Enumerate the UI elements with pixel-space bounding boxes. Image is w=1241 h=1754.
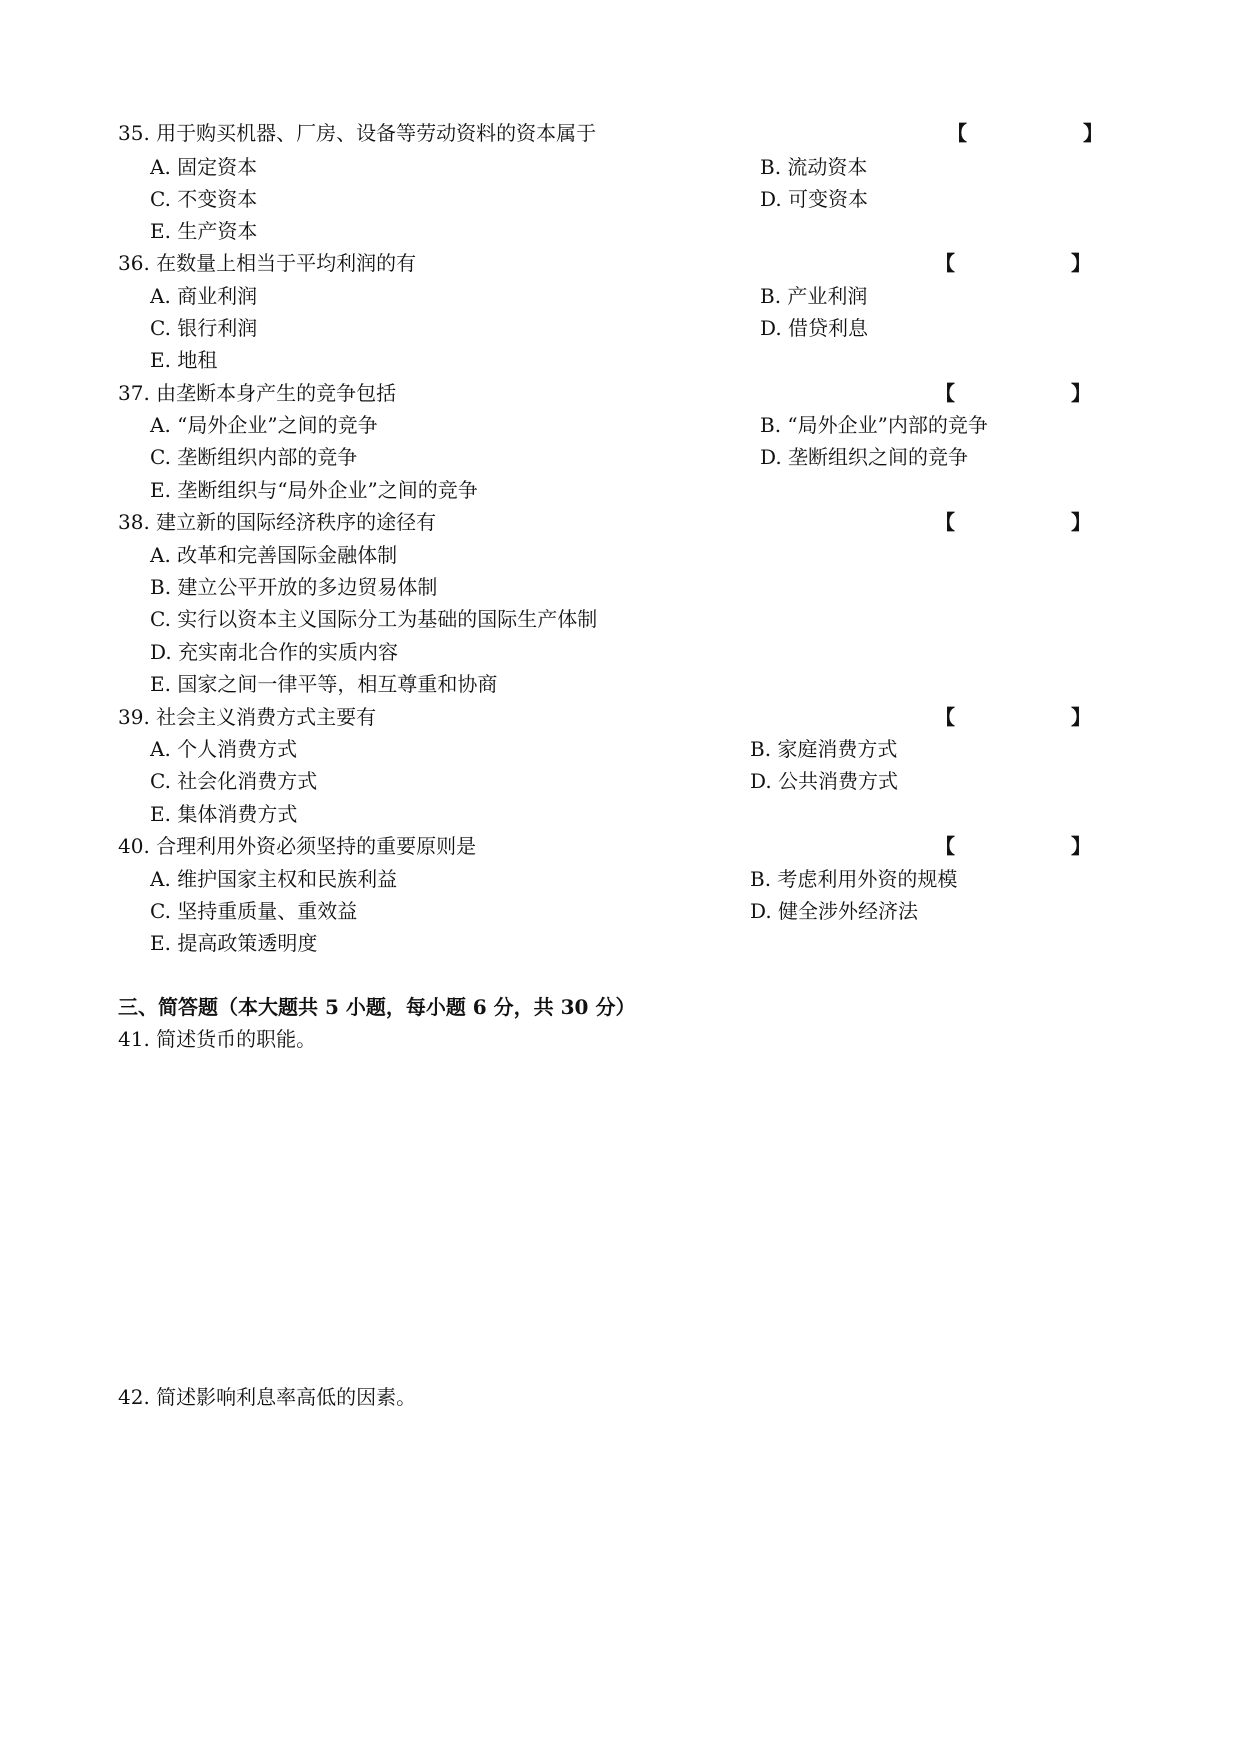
q37-option-c: C. 垄断组织内部的竞争: [150, 445, 358, 469]
question-42-stem: 42. 简述影响利息率高低的因素。: [118, 1385, 417, 1409]
q40-option-e: E. 提高政策透明度: [150, 931, 318, 955]
q35-option-a: A. 固定资本: [150, 155, 258, 179]
q38-option-c: C. 实行以资本主义国际分工为基础的国际生产体制: [150, 607, 598, 631]
section-heading: 三、简答题（本大题共 5 小题，每小题 6 分，共 30 分）: [118, 995, 636, 1019]
q38-option-e: E. 国家之间一律平等，相互尊重和协商: [150, 672, 498, 696]
q36-option-d: D. 借贷利息: [760, 316, 869, 340]
q39-option-c: C. 社会化消费方式: [150, 769, 318, 793]
q35-option-c: C. 不变资本: [150, 187, 258, 211]
answer-bracket-open: 【: [935, 381, 955, 405]
answer-bracket-open: 【: [935, 510, 955, 534]
question-36-stem: 36. 在数量上相当于平均利润的有: [118, 251, 417, 275]
q38-option-d: D. 充实南北合作的实质内容: [150, 640, 399, 664]
q39-option-a: A. 个人消费方式: [150, 737, 298, 761]
answer-bracket-open: 【: [935, 251, 955, 275]
q36-option-a: A. 商业利润: [150, 284, 258, 308]
q36-option-c: C. 银行利润: [150, 316, 258, 340]
question-37-stem: 37. 由垄断本身产生的竞争包括: [118, 381, 397, 405]
q35-option-e: E. 生产资本: [150, 219, 258, 243]
q38-option-a: A. 改革和完善国际金融体制: [150, 543, 398, 567]
q40-option-c: C. 坚持重质量、重效益: [150, 899, 358, 923]
q37-option-a: A. “局外企业”之间的竞争: [150, 413, 378, 437]
question-35-stem: 35. 用于购买机器、厂房、设备等劳动资料的资本属于: [118, 121, 597, 145]
q36-option-b: B. 产业利润: [760, 284, 868, 308]
answer-bracket-open: 【: [947, 121, 967, 145]
q37-option-d: D. 垄断组织之间的竞争: [760, 445, 969, 469]
q39-option-b: B. 家庭消费方式: [750, 737, 898, 761]
q40-option-b: B. 考虑利用外资的规模: [750, 867, 958, 891]
q40-option-d: D. 健全涉外经济法: [750, 899, 919, 923]
q38-option-b: B. 建立公平开放的多边贸易体制: [150, 575, 438, 599]
answer-bracket-close: 】: [1071, 381, 1091, 405]
answer-bracket-close: 】: [1071, 251, 1091, 275]
answer-bracket-close: 】: [1071, 510, 1091, 534]
answer-bracket-open: 【: [935, 705, 955, 729]
answer-bracket-close: 】: [1071, 705, 1091, 729]
answer-bracket-close: 】: [1083, 121, 1103, 145]
question-38-stem: 38. 建立新的国际经济秩序的途径有: [118, 510, 437, 534]
q40-option-a: A. 维护国家主权和民族利益: [150, 867, 398, 891]
answer-bracket-close: 】: [1071, 834, 1091, 858]
q39-option-d: D. 公共消费方式: [750, 769, 899, 793]
q37-option-e: E. 垄断组织与“局外企业”之间的竞争: [150, 478, 478, 502]
q37-option-b: B. “局外企业”内部的竞争: [760, 413, 988, 437]
question-41-stem: 41. 简述货币的职能。: [118, 1027, 317, 1051]
answer-bracket-open: 【: [935, 834, 955, 858]
question-39-stem: 39. 社会主义消费方式主要有: [118, 705, 377, 729]
q35-option-b: B. 流动资本: [760, 155, 868, 179]
question-40-stem: 40. 合理利用外资必须坚持的重要原则是: [118, 834, 477, 858]
q39-option-e: E. 集体消费方式: [150, 802, 298, 826]
q36-option-e: E. 地租: [150, 348, 218, 372]
q35-option-d: D. 可变资本: [760, 187, 869, 211]
